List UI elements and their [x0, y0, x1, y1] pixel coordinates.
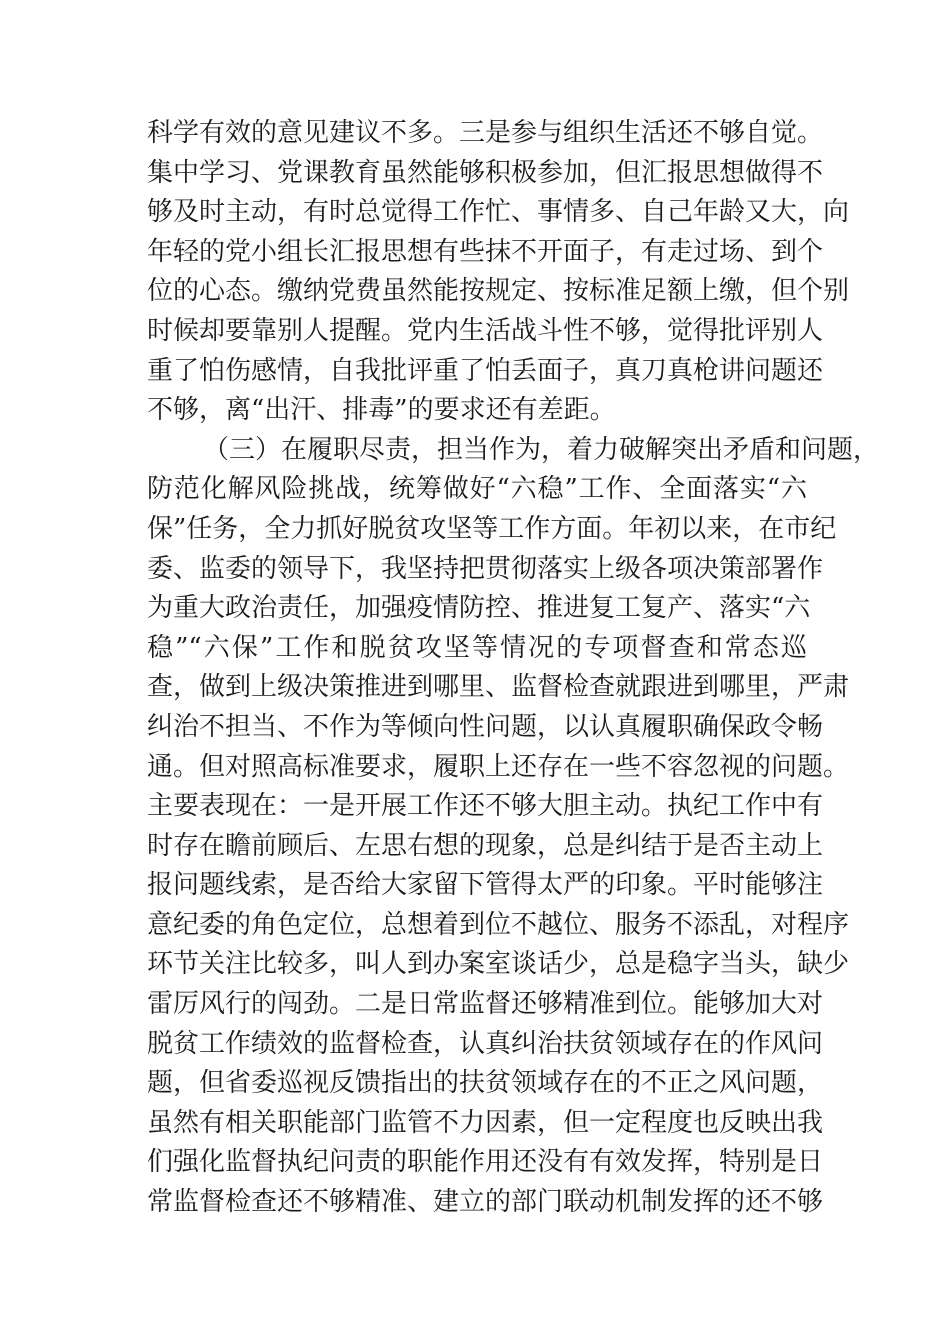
text-line: 主要表现在：一是开展工作还不够大胆主动。执纪工作中有 [147, 791, 824, 822]
text-line: 集中学习、党课教育虽然能够积极参加，但汇报思想做得不 [147, 157, 824, 188]
text-line: 为重大政治责任，加强疫情防控、推进复工复产、落实“六 [147, 593, 811, 624]
text-line: 科学有效的意见建议不多。三是参与组织生活还不够自觉。 [147, 118, 824, 148]
text-line: 们强化监督执纪问责的职能作用还没有有效发挥，特别是日 [147, 1147, 824, 1178]
text-line: 雷厉风行的闯劲。二是日常监督还够精准到位。能够加大对 [147, 989, 824, 1020]
text-line: 时候却要靠别人提醒。党内生活战斗性不够，觉得批评别人 [147, 315, 824, 346]
text-line: 位的心态。缴纳党费虽然能按规定、按标准足额上缴，但个别 [147, 276, 850, 307]
text-line: 时存在瞻前顾后、左思右想的现象，总是纠结于是否主动上 [147, 830, 824, 861]
text-line: 通。但对照高标准要求，履职上还存在一些不容忽视的问题。 [147, 751, 850, 782]
text-line: 环节关注比较多，叫人到办案室谈话少，总是稳字当头，缺少 [147, 949, 850, 980]
text-line: 保”任务，全力抓好脱贫攻坚等工作方面。年初以来，在市纪 [147, 513, 837, 544]
text-line: 常监督检查还不够精准、建立的部门联动机制发挥的还不够 [147, 1187, 824, 1218]
text-line: 不够，离“出汗、排毒”的要求还有差距。 [147, 395, 616, 426]
text-line: 意纪委的角色定位，总想着到位不越位、服务不添乱，对程序 [147, 909, 850, 940]
body-text [147, 114, 880, 1223]
text-line: 委、监委的领导下，我坚持把贯彻落实上级各项决策部署作 [147, 553, 824, 584]
text-line: 年轻的党小组长汇报思想有些抹不开面子，有走过场、到个 [147, 236, 824, 267]
text-line: 够及时主动，有时总觉得工作忙、事情多、自己年龄又大，向 [147, 197, 850, 228]
text-line: 稳”“六保”工作和脱贫攻坚等情况的专项督查和常态巡 [147, 632, 807, 663]
section-heading-line: （三）在履职尽责，担当作为，着力破解突出矛盾和问题， [203, 434, 880, 465]
text-line: 题，但省委巡视反馈指出的扶贫领域存在的不正之风问题， [147, 1068, 824, 1099]
text-line: 虽然有相关职能部门监管不力因素，但一定程度也反映出我 [147, 1107, 824, 1138]
text-line: 脱贫工作绩效的监督检查，认真纠治扶贫领域存在的作风问 [147, 1028, 824, 1059]
text-line: 防范化解风险挑战，统筹做好“六稳”工作、全面落实“六 [147, 474, 807, 505]
text-line: 报问题线索，是否给大家留下管得太严的印象。平时能够注 [147, 870, 824, 901]
text-line: 查，做到上级决策推进到哪里、监督检查就跟进到哪里，严肃 [147, 672, 850, 703]
text-line: 重了怕伤感情，自我批评重了怕丢面子，真刀真枪讲问题还 [147, 355, 824, 386]
text-line: 纠治不担当、不作为等倾向性问题，以认真履职确保政令畅 [147, 711, 824, 742]
